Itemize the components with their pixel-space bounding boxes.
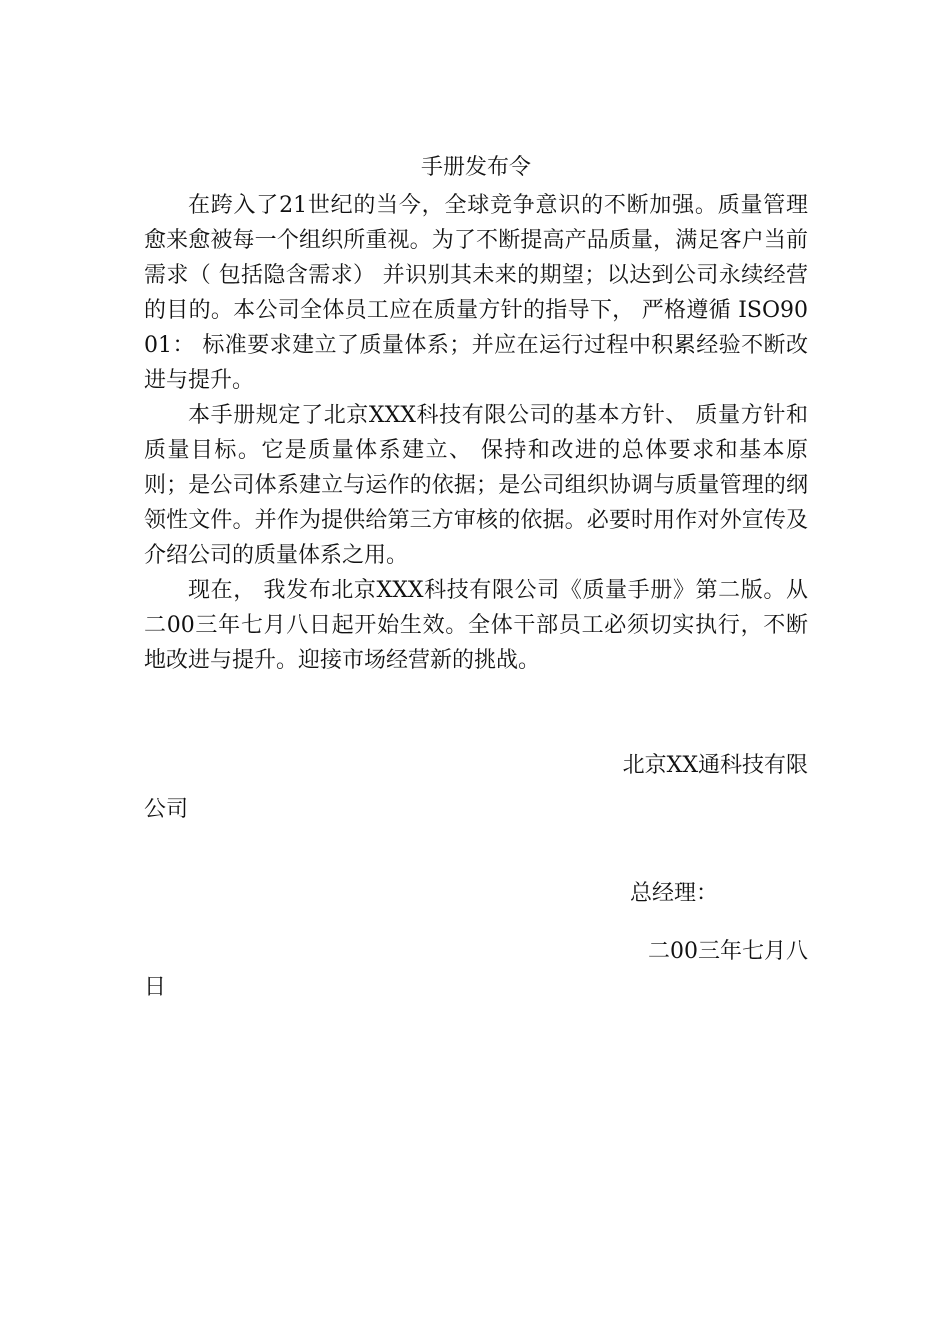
paragraph-1: 在跨入了21世纪的当今，全球竞争意识的不断加强。质量管理愈来愈被每一个组织所重视。为了不断提高产品质量，满足客户当前需求（ 包括隐含需求） 并识别其未来的期望；以达到公司永续经营的目的。本公司全体员工应在质量方针的指导下， 严格遵循 ISO9001： 标准要求建立了质量体系；并应在运行过程中积累经验不断改进与提升。	[144, 193, 808, 393]
signature-date-line1: 二00三年七月八	[648, 939, 808, 964]
signature-general-manager-label: 总经理：	[630, 881, 719, 906]
signature-date-line2: 日	[144, 975, 167, 1000]
document-title: 手册发布令	[420, 155, 531, 180]
signature-company-line1: 北京XX通科技有限	[622, 753, 808, 778]
signature-company-line2: 公司	[144, 797, 189, 822]
paragraph-3: 现在， 我发布北京XXX科技有限公司《质量手册》第二版。从二00三年七月八日起开始生效。全体干部员工必须切实执行，不断地改进与提升。迎接市场经营新的挑战。	[144, 578, 808, 673]
paragraph-2: 本手册规定了北京XXX科技有限公司的基本方针、 质量方针和质量目标。它是质量体系建立、 保持和改进的总体要求和基本原则；是公司体系建立与运作的依据；是公司组织协调与质量管理的纲领性文件。并作为提供给第三方审核的依据。必要时用作对外宣传及介绍公司的质量体系之用。	[144, 403, 808, 568]
document-page	[144, 150, 808, 1006]
